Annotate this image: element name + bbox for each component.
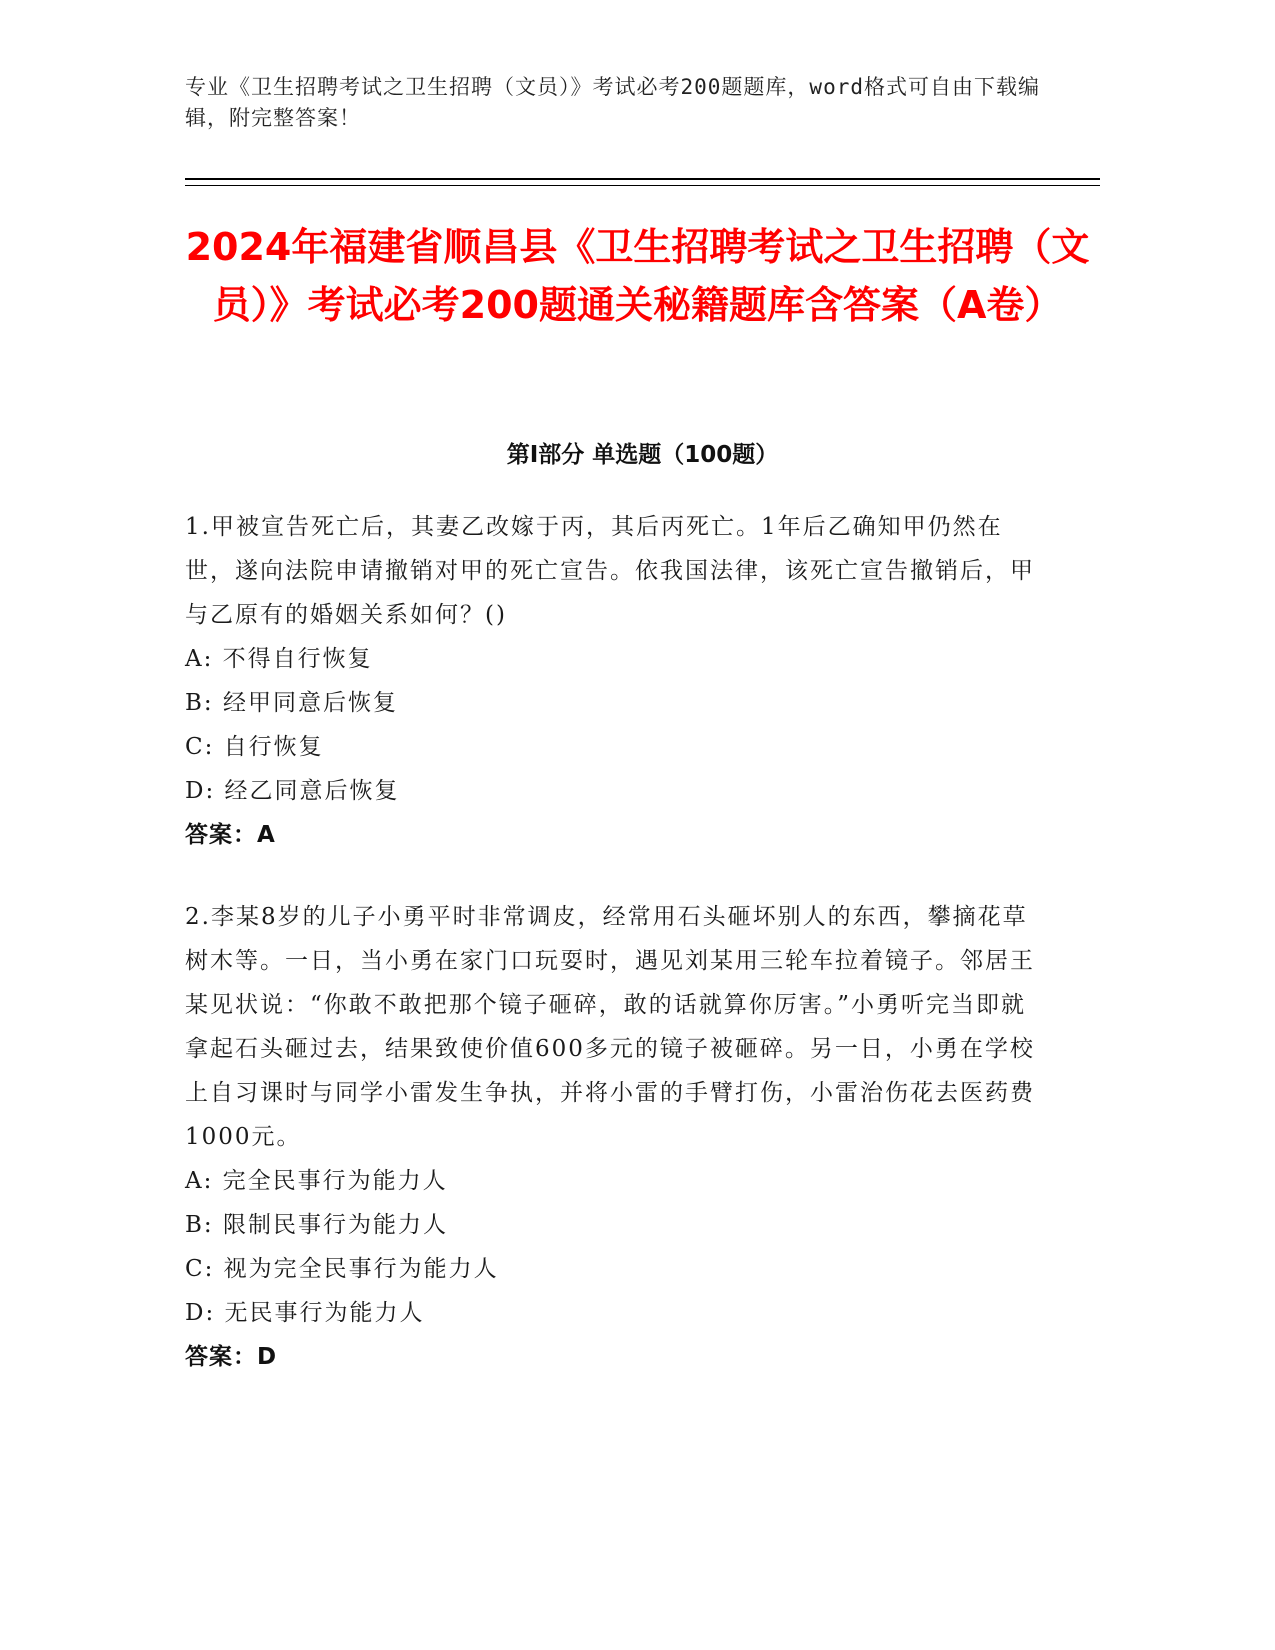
option-d: D: 无民事行为能力人 xyxy=(185,1300,425,1326)
option-a: A: 不得自行恢复 xyxy=(185,646,373,672)
option-c: C: 视为完全民事行为能力人 xyxy=(185,1256,499,1282)
question-block xyxy=(185,895,1050,1379)
header-divider xyxy=(185,178,1100,180)
document-title: 2024年福建省顺昌县《卫生招聘考试之卫生招聘（文员）》考试必考200题通关秘籍题库含答案（A卷） xyxy=(185,225,1090,327)
answer-line: 答案：D xyxy=(185,1344,278,1370)
answer-line: 答案：A xyxy=(185,822,276,848)
option-c: C: 自行恢复 xyxy=(185,734,324,760)
option-b: B: 限制民事行为能力人 xyxy=(185,1212,448,1238)
option-b: B: 经甲同意后恢复 xyxy=(185,690,398,716)
option-d: D: 经乙同意后恢复 xyxy=(185,778,400,804)
section-heading: 第I部分 单选题（100题） xyxy=(506,442,779,468)
question-block xyxy=(185,505,1050,857)
question-stem: 2.李某8岁的儿子小勇平时非常调皮，经常用石头砸坏别人的东西，攀摘花草树木等。一日，当小勇在家门口玩耍时，遇见刘某用三轮车拉着镜子。邻居王某见状说：“你敢不敢把那个镜子砸碎，敢的话就算你厉害。”小勇听完当即就拿起石头砸过去，结果致使价值600多元的镜子被砸碎。另一日，小勇在学校上自习课时与同学小雷发生争执，并将小雷的手臂打伤，小雷治伤花去医药费1000元。 xyxy=(185,904,1035,1150)
question-stem: 1.甲被宣告死亡后，其妻乙改嫁于丙，其后丙死亡。1年后乙确知甲仍然在世，遂向法院申请撤销对甲的死亡宣告。依我国法律，该死亡宣告撤销后，甲与乙原有的婚姻关系如何？() xyxy=(185,514,1035,628)
header-note: 专业《卫生招聘考试之卫生招聘（文员）》考试必考200题题库，word格式可自由下载编辑，附完整答案！ xyxy=(185,75,1040,130)
option-a: A: 完全民事行为能力人 xyxy=(185,1168,448,1194)
header-divider-thin xyxy=(185,185,1100,186)
